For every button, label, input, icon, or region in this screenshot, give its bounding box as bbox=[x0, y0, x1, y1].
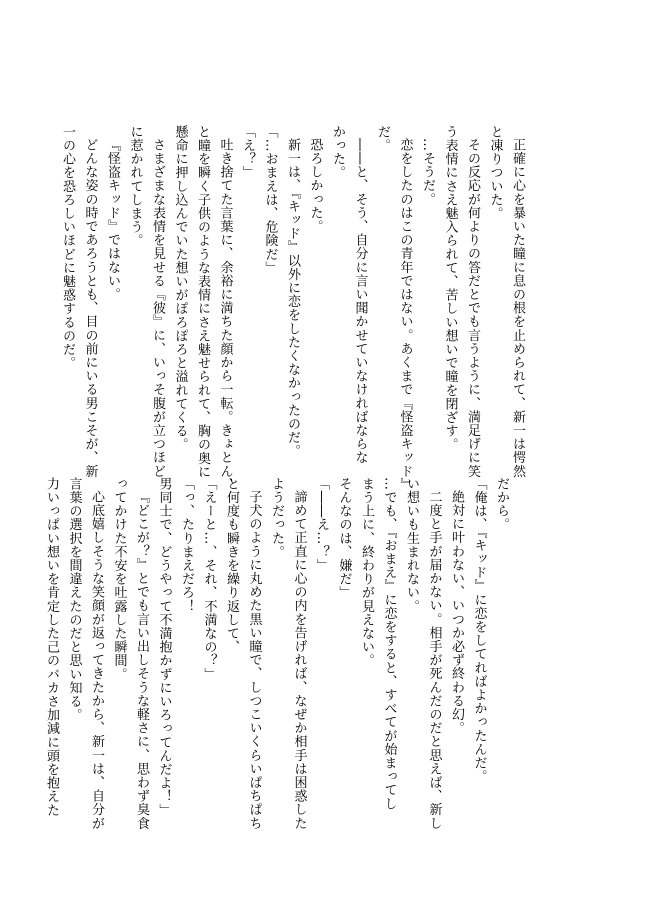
text-line: だ。 bbox=[375, 125, 390, 153]
text-line: ようだった。 bbox=[269, 477, 284, 559]
text-line: と何度も瞬きを繰り返して、 bbox=[224, 477, 239, 654]
text-block-lower bbox=[44, 477, 512, 830]
text-line: 男同士で、どうやって不満抱かずにいろってんだよ！」 bbox=[156, 477, 172, 817]
text-line: ってかけた不安を吐露した瞬間。 bbox=[111, 477, 127, 681]
text-line: 子犬のように丸めた黒い瞳で、しつこいくらいぱちぱち bbox=[246, 490, 262, 830]
text-line: まう上に、終わりが見えない。 bbox=[359, 477, 374, 668]
text-line: 懸命に押し込んでいた想いがぽろぽろと溢れてくる。 bbox=[172, 125, 188, 452]
dialogue-line: 「っ、たりまえだろ！ bbox=[179, 477, 194, 613]
text-line: …そうだ。 bbox=[420, 138, 435, 206]
text-line: さまざまな表情を見せる『彼』に、いっそ腹が立つほど bbox=[150, 138, 165, 478]
text-line: だから。 bbox=[494, 477, 509, 532]
dialogue-line: 「…おまえは、危険だ」 bbox=[262, 125, 278, 275]
text-line: い想いも生まれない。 bbox=[404, 477, 419, 613]
dialogue-line: 「えーと…、それ、不満なの？」 bbox=[201, 477, 217, 681]
text-line: 諦めて正直に心の内を告げれば、なぜか相手は困惑した bbox=[291, 490, 307, 830]
text-line: その反応が何よりの答だとでも言うように、満足げに笑 bbox=[465, 138, 480, 478]
text-line: 吐き捨てた言葉に、余裕に満ちた顔から一転。きょとん、 bbox=[217, 138, 233, 492]
text-line: と凍りついた。 bbox=[487, 125, 503, 221]
text-line: 心底嬉しそうな笑顔が返ってきたから、新一は、自分が bbox=[89, 490, 104, 830]
text-block-upper bbox=[60, 125, 528, 492]
text-line: 一の心を恐ろしいほどに魅惑するのだ。 bbox=[60, 125, 75, 370]
text-line: 恐ろしかった。 bbox=[307, 138, 323, 234]
text-line: …でも、『おまえ』に恋をすると、すべてが始まってし bbox=[381, 477, 397, 811]
text-line: 『怪盗キッド』ではない。 bbox=[105, 138, 120, 302]
dialogue-line: 「え？」 bbox=[240, 125, 255, 180]
text-line: ――と、そう、自分に言い聞かせていなければならな bbox=[352, 138, 368, 465]
dialogue-line: 「俺は、『キッド』に恋をしてればよかったんだ。 bbox=[471, 477, 487, 784]
text-line: かった。 bbox=[330, 125, 345, 180]
text-line: 恋をしたのはこの青年ではない。あくまで『怪盗キッド』 bbox=[397, 138, 413, 492]
dialogue-line: 「――え…？」 bbox=[314, 477, 329, 573]
text-line: う表情にさえ魅入られて、苦しい想いで瞳を閉ざす。 bbox=[442, 125, 458, 452]
text-line: 『どこが？』とでも言い出しそうな軽さに、思わず臭食 bbox=[134, 490, 149, 830]
text-line: 二度と手が届かない。相手が死んだのだと思えば、新し bbox=[426, 490, 442, 830]
text-line: 新一は、『キッド』以外に恋をしたくなかったのだ。 bbox=[285, 138, 300, 458]
text-line: 正確に心を暴いた瞳に息の根を止められて、新一は愕然 bbox=[510, 138, 525, 478]
text-line: 言葉の選択を間違えたのだと思い知る。 bbox=[66, 477, 82, 722]
text-line: どんな姿の時であろうとも、目の前にいる男こそが、新 bbox=[82, 138, 98, 478]
text-line: 絶対に叶わない、いつか必ず終わる幻。 bbox=[449, 490, 464, 735]
text-line: そんなのは、嫌だ」 bbox=[336, 477, 352, 600]
text-line: に惹かれてしまう。 bbox=[127, 125, 143, 248]
text-line: と瞳を瞬く子供のような表情にさえ魅せられて、胸の奥に bbox=[195, 125, 210, 479]
text-line: 力いっぱい想いを肯定した己のバカさ加減に頭を抱えた bbox=[44, 477, 59, 817]
